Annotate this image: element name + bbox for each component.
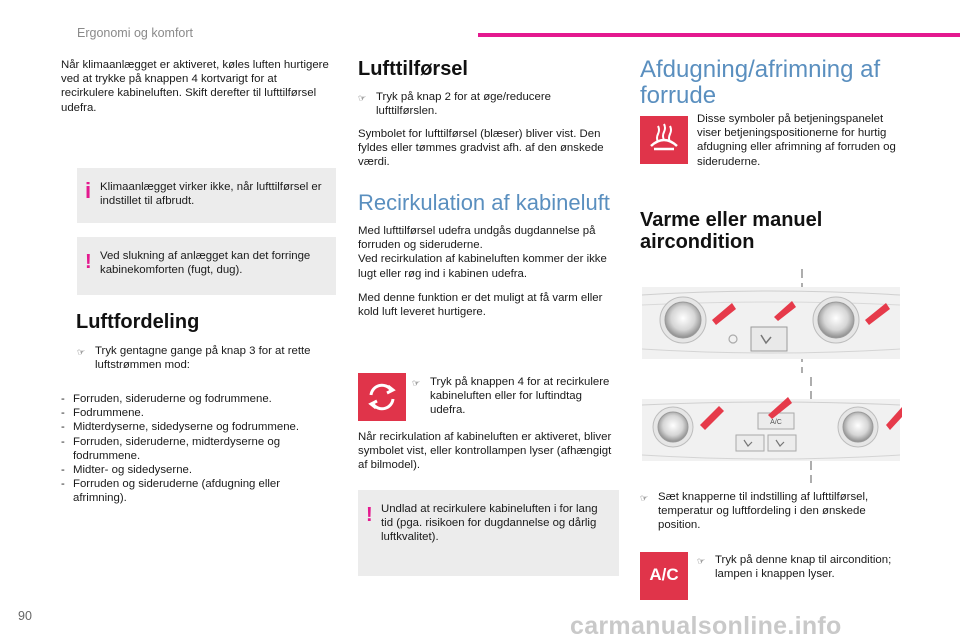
step-arrow-icon: ☞ [358, 93, 367, 103]
section-title: Ergonomi og komfort [77, 26, 194, 40]
control-panel-illustration [640, 265, 902, 485]
recirculation-button-image [358, 373, 406, 421]
info-icon: i [85, 178, 92, 203]
list-item: - Forruden, sideruderne og fodrummene. [61, 393, 272, 405]
step-arrow-icon: ☞ [697, 556, 706, 566]
ac-step-text: Tryk på denne knap til aircondition; lampen i knappen lyser. [715, 554, 892, 581]
warning-note [358, 490, 619, 576]
info-note-text: Klimaanlægget virker ikke, når lufttilførsel er indstillet til afbrudt. [100, 181, 322, 208]
recirculation-icon [358, 373, 406, 421]
recirkulation-step-text: Tryk på knappen 4 for at recirkulere kabineluften eller for luftindtag udefra. [430, 376, 610, 417]
step-arrow-icon: ☞ [640, 493, 649, 503]
watermark: carmanualsonline.info [570, 612, 842, 640]
mode-list [61, 392, 321, 506]
panel-ac-label: A/C [770, 419, 782, 426]
list-item: - Midterdyserne, sidedyserne og fodrummene. [61, 421, 300, 434]
ac-step [697, 553, 907, 581]
step-arrow-icon: ☞ [412, 378, 421, 388]
lufttilforsel-paragraph: Symbolet for lufttilførsel (blæser) bliver vist. Den fyldes eller tømmes gradvist afh. af den ønskede værdi. [358, 128, 604, 169]
varme-step-text: Sæt knapperne til indstilling af lufttilførsel, temperatur og luftfordeling i den ønskede position. [658, 491, 869, 532]
varme-step [640, 490, 902, 533]
section-accent-bar [478, 33, 960, 37]
lufttilforsel-step-text: Tryk på knap 2 for at øge/reducere lufttilførslen. [376, 91, 551, 118]
warning-note [77, 237, 336, 295]
recirkulation-step [412, 375, 612, 418]
afdugning-paragraph: Disse symboler på betjeningspanelet viser betjeningspositionerne for hurtig afdugning eller afrimning af forruden og sideruderne. [697, 113, 896, 168]
luftfordeling-step-text: Tryk gentagne gange på knap 3 for at rette luftstrømmen mod: [95, 345, 311, 372]
recirkulation-heading: Recirkulation af kabineluft [358, 190, 610, 215]
list-item: - Fodrummene. [61, 407, 144, 420]
defrost-button-image [640, 116, 688, 164]
warning-icon: ! [85, 251, 92, 273]
front-defrost-icon [640, 116, 688, 164]
info-note [77, 168, 336, 223]
lufttilforsel-heading: Lufttilførsel [358, 58, 468, 80]
list-item: - Midter- og sidedyserne. [61, 464, 193, 477]
warning-icon: ! [366, 504, 373, 526]
luftfordeling-step [77, 344, 327, 372]
page-number: 90 [18, 609, 32, 623]
warning-note-text: Undlad at recirkulere kabineluften i for lang tid (pga. risikoen for dugdannelse og dårlig luftkvalitet). [381, 503, 598, 544]
list-item: - Forruden og sideruderne (afdugning eller afrimning). [61, 478, 281, 505]
step-arrow-icon: ☞ [77, 347, 86, 357]
luftfordeling-heading: Luftfordeling [76, 311, 200, 333]
afdugning-heading: Afdugning/afrimning af forrude [640, 56, 881, 109]
recirkulation-paragraph-3: Når recirkulation af kabineluften er aktiveret, bliver symbolet vist, eller kontrollampen lyser (afhængigt af bilmodel). [358, 431, 612, 472]
intro-paragraph: Når klimaanlægget er aktiveret, køles luften hurtigere ved at trykke på knappen 4 kortvarigt for at recirkulere kabineluften. Skift derefter til lufttilførsel udefra. [61, 59, 329, 114]
recirkulation-paragraph-1: Med lufttilførsel udefra undgås dugdannelse på forruden og sideruderne. Ved recirkulation af kabineluften kommer der ikke lugt eller røg ind i kabinen udefra. [358, 225, 607, 280]
recirkulation-paragraph-2: Med denne funktion er det muligt at få varm eller kold luft leveret hurtigere. [358, 292, 603, 319]
warning-note-text: Ved slukning af anlægget kan det forringe kabinekomforten (fugt, dug). [100, 250, 311, 277]
ac-label: A/C [649, 565, 679, 584]
list-item: - Forruden, sideruderne, midterdyserne og fodrummene. [61, 435, 281, 462]
lufttilforsel-step [358, 90, 598, 118]
ac-button-image [640, 552, 688, 600]
varme-heading: Varme eller manuel aircondition [640, 209, 823, 253]
